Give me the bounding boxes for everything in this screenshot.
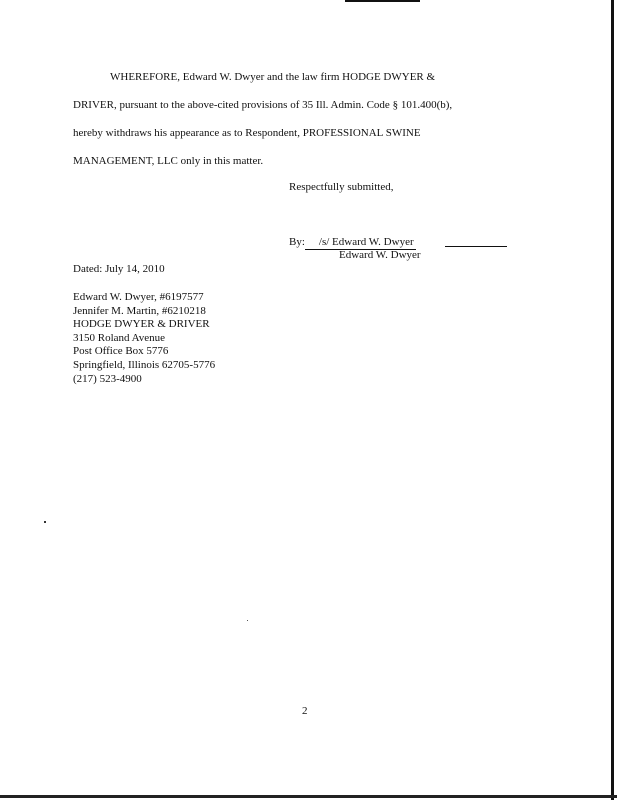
counsel-line: 3150 Roland Avenue: [73, 331, 166, 344]
paragraph-line-4: MANAGEMENT, LLC only in this matter.: [73, 155, 264, 167]
counsel-address-block: [73, 291, 215, 386]
signature-line-extension: [445, 246, 507, 247]
counsel-line: Edward W. Dwyer, #6197577: [73, 291, 204, 303]
counsel-line: (217) 523-4900: [73, 372, 142, 385]
page-number: 2: [302, 705, 308, 717]
signature-line: /s/ Edward W. Dwyer: [305, 236, 416, 250]
counsel-line: HODGE DWYER & DRIVER: [73, 318, 210, 331]
closing-phrase: Respectfully submitted,: [289, 181, 394, 193]
scan-speck: [247, 620, 248, 621]
paragraph-line-2: DRIVER, pursuant to the above-cited provisions of 35 Ill. Admin. Code § 101.400(b),: [73, 99, 453, 111]
date-line: Dated: July 14, 2010: [73, 263, 165, 275]
paragraph-line-1: WHEREFORE, Edward W. Dwyer and the law firm HODGE DWYER &: [110, 71, 436, 83]
counsel-line: Springfield, Illinois 62705-5776: [73, 358, 216, 371]
paragraph-line-3: hereby withdraws his appearance as to Respondent, PROFESSIONAL SWINE: [73, 127, 421, 139]
counsel-line: Post Office Box 5776: [73, 345, 169, 358]
signature-row: [289, 236, 416, 250]
signer-printed-name: Edward W. Dwyer: [339, 249, 421, 261]
counsel-line: Jennifer M. Martin, #6210218: [73, 304, 206, 317]
scan-artifact-top-line: [345, 0, 420, 2]
scan-speck: [44, 521, 46, 523]
signature-by-label: By:: [289, 236, 305, 248]
scan-edge-right: [611, 0, 614, 800]
scan-edge-bottom: [0, 795, 617, 798]
